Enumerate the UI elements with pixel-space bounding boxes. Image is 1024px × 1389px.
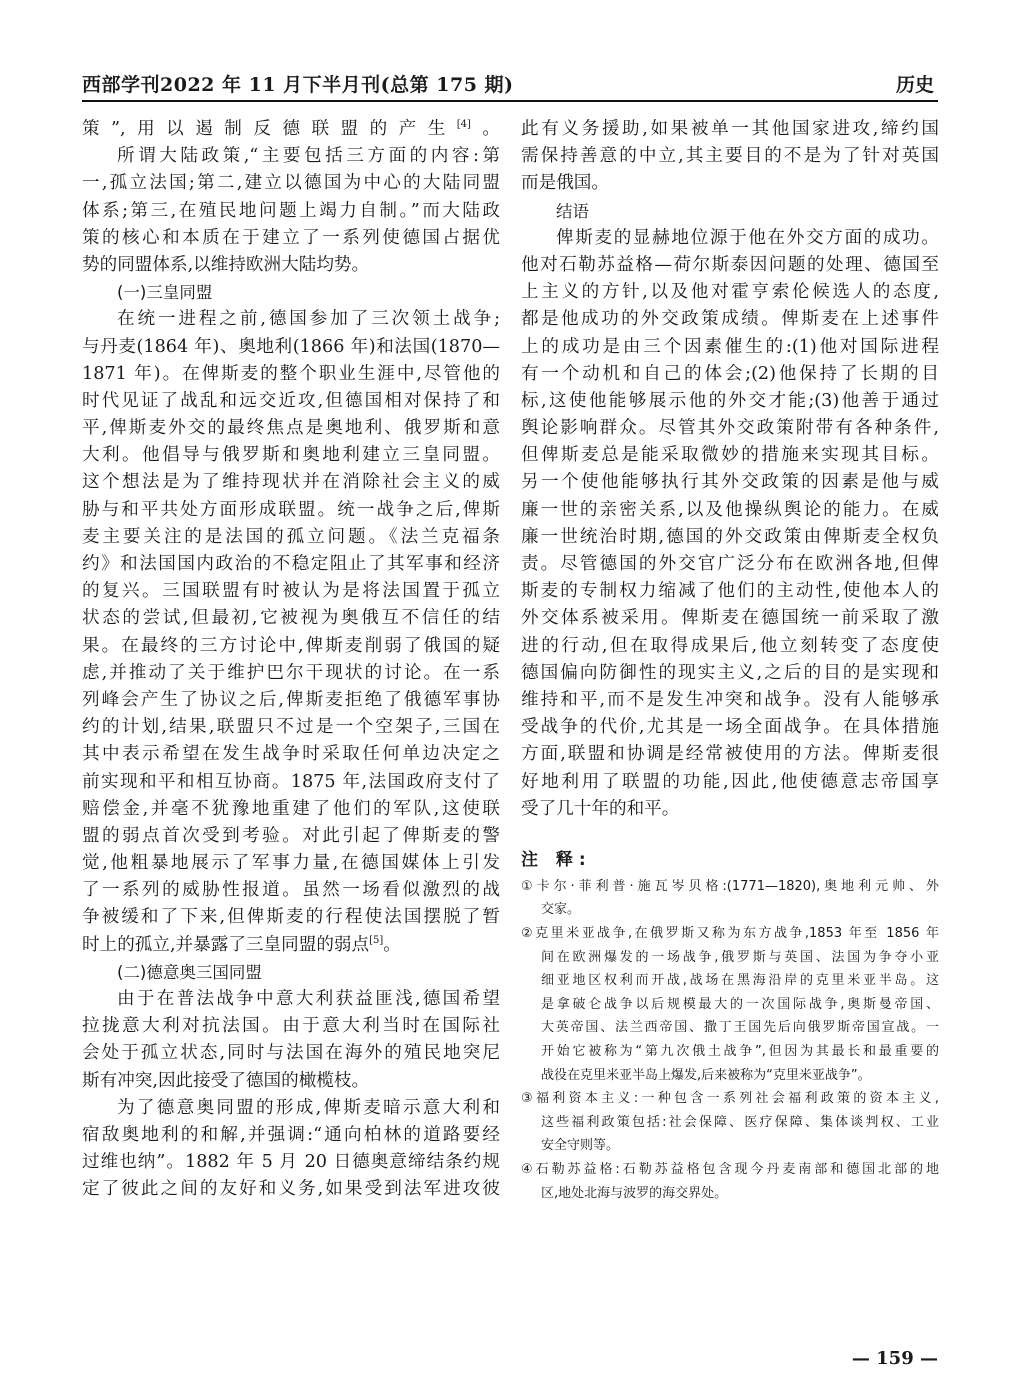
text-line: 时上的孤立,并暴露了三皇同盟的弱点[5]。 <box>82 934 401 955</box>
text-line: 一,孤立法国;第二,建立以德国为中心的大陆同盟 <box>82 173 500 194</box>
text-line: 策的核心和本质在于建立了一系列使德国占据优 <box>82 227 500 248</box>
text-line: 了一系列的威胁性报道。虽然一场看似激烈的战 <box>82 880 500 901</box>
footnote-line: 安全守则等。 <box>541 1138 620 1154</box>
text-line: 此有义务援助,如果被单一其他国家进攻,缔约国 <box>521 119 939 139</box>
text-line: 时代见证了战乱和远交近攻,但德国相对保持了和 <box>82 390 500 411</box>
text-line: 舆论影响群众。尽管其外交政策附带有各种条件, <box>521 418 939 439</box>
text-line: 在统一进程之前,德国参加了三次领土战争; <box>117 309 500 330</box>
text-line: 前实现和平和相互协商。1875 年,法国政府支付了 <box>82 771 500 792</box>
text-line: 俾斯麦的显赫地位源于他在外交方面的成功。 <box>556 227 939 248</box>
text-line: 状态的尝试,但最初,它被视为奥俄互不信任的结 <box>82 608 500 629</box>
text-line: 胁与和平共处方面形成联盟。统一战争之后,俾斯 <box>82 499 500 520</box>
text-line: 所谓大陆政策,“主要包括三方面的内容:第 <box>117 146 500 167</box>
footnote-line: 这些福利政策包括:社会保障、医疗保障、集体谈判权、工业 <box>541 1114 939 1130</box>
journal-title <box>82 70 514 97</box>
issue-info: 2022 年 11 月下半月刊(总第 175 期) <box>160 74 514 96</box>
section-name: 历史 <box>895 74 934 96</box>
left-column <box>82 116 500 1204</box>
text-line: 果。在最终的三方讨论中,俾斯麦削弱了俄国的疑 <box>82 635 500 656</box>
text-line: 约》和法国国内政治的不稳定阻止了其军事和经济 <box>82 554 500 574</box>
text-line: 这个想法是为了维持现状并在消除社会主义的威 <box>82 472 500 493</box>
text-line: 列峰会产生了协议之后,俾斯麦拒绝了俄德军事协 <box>82 689 500 710</box>
page-number: — 159 — <box>851 1348 938 1369</box>
footnote-line: 细亚地区权利而开战,战场在黑海沿岸的克里米亚半岛。这 <box>541 973 939 989</box>
text-line: 会处于孤立状态,同时与法国在海外的殖民地突尼 <box>82 1043 500 1064</box>
text-line: 虑,并推动了关于维护巴尔干现状的讨论。在一系 <box>82 662 500 683</box>
notes-title: 注 释: <box>521 849 592 870</box>
text-line: 都是他成功的外交政策成绩。俾斯麦在上述事件 <box>521 309 939 330</box>
text-line: 斯有冲突,因此接受了德国的橄榄枝。 <box>82 1070 370 1091</box>
right-column <box>521 116 939 1205</box>
citation-marker: [5] <box>369 934 384 946</box>
text-line: 势的同盟体系,以维持欧洲大陆均势。 <box>82 254 370 275</box>
footnote-line: ①卡尔·菲利普·施瓦岑贝格:(1771—1820),奥地利元帅、外 <box>521 878 939 894</box>
text-line: 需保持善意的中立,其主要目的不是为了针对英国 <box>521 146 939 167</box>
text-line: 为了德意奥同盟的形成,俾斯麦暗示意大利和 <box>117 1097 500 1118</box>
text-line: 1871 年)。在俾斯麦的整个职业生涯中,尽管他的 <box>82 363 500 384</box>
text-line: 大利。他倡导与俄罗斯和奥地利建立三皇同盟。 <box>82 445 500 466</box>
text-line: 麦主要关注的是法国的孤立问题。《法兰克福条 <box>82 526 500 547</box>
text-line: 受了几十年的和平。 <box>521 798 680 819</box>
footnote-3 <box>521 1087 939 1158</box>
text-line: 定了彼此之间的友好和义务,如果受到法军进攻彼 <box>82 1179 500 1200</box>
text-line: 的复兴。三国联盟有时被认为是将法国置于孤立 <box>82 581 500 602</box>
section-heading: (二)德意奥三国同盟 <box>117 962 262 982</box>
footnote-line: 开始它被称为“第九次俄土战争”,但因为其最长和最重要的 <box>541 1044 939 1060</box>
footnote-line: 交家。 <box>541 902 581 918</box>
text-line: 赔偿金,并毫不犹豫地重建了他们的军队,这使联 <box>82 798 500 819</box>
text-line: 约的计划,结果,联盟只不过是一个空架子,三国在 <box>82 717 500 738</box>
text-line: 廉一世统治时期,德国的外交政策由俾斯麦全权负 <box>521 526 939 547</box>
text-line: 方面,联盟和协调是经常被使用的方法。俾斯麦很 <box>521 744 939 765</box>
text-line: 其中表示希望在发生战争时采取任何单边决定之 <box>82 744 500 765</box>
citation-marker: [4] <box>456 119 471 131</box>
footnote-line: ④石勒苏益格:石勒苏益格包含现今丹麦南部和德国北部的地 <box>521 1162 939 1177</box>
text-line: 而是俄国。 <box>521 173 609 194</box>
footnote-line: 战役在克里米亚半岛上爆发,后来被称为“克里米亚战争”。 <box>541 1067 871 1083</box>
text-line: 由于在普法战争中意大利获益匪浅,德国希望 <box>117 989 500 1009</box>
text-line: 德国偏向防御性的现实主义,之后的目的是实现和 <box>521 662 939 683</box>
text-line: 外交体系被采用。俾斯麦在德国统一前采取了激 <box>521 608 939 629</box>
text-line: 但俾斯麦总是能采取微妙的措施来实现其目标。 <box>521 445 939 466</box>
text-line: 策”,用以遏制反德联盟的产生[4]。 <box>82 119 500 139</box>
section-heading: (一)三皇同盟 <box>117 283 213 303</box>
footnote-1 <box>521 875 939 922</box>
text-line: 盟的弱点首次受到考验。对此引起了俾斯麦的警 <box>82 825 500 846</box>
text-line: 另一个使他能够执行其外交政策的因素是他与威 <box>521 472 939 493</box>
footnote-line: 区,地处北海与波罗的海交界处。 <box>541 1185 728 1201</box>
text-line: 上主义的方针,以及他对霍亨索伦候选人的态度, <box>521 282 939 303</box>
text-line: 与丹麦(1864 年)、奥地利(1866 年)和法国(1870— <box>82 336 500 357</box>
footnote-4 <box>521 1158 939 1205</box>
footnote-line: ③福利资本主义:一种包含一系列社会福利政策的资本主义, <box>521 1091 939 1107</box>
footnote-line: ②克里米亚战争,在俄罗斯又称为东方战争,1853 年至 1856 年 <box>521 926 939 942</box>
journal-logo: 西部学刊 <box>82 74 161 96</box>
notes-section <box>521 845 939 1205</box>
text-line: 拉拢意大利对抗法国。由于意大利当时在国际社 <box>82 1016 500 1037</box>
text-line: 进的行动,但在取得成果后,他立刻转变了态度使 <box>521 635 939 656</box>
text-line: 维持和平,而不是发生冲突和战争。没有人能够承 <box>521 689 939 710</box>
text-line: 他对石勒苏益格—荷尔斯泰因问题的处理、德国至 <box>521 254 939 275</box>
header-rule <box>82 100 938 102</box>
footnote-line: 是拿破仑战争以后规模最大的一次国际战争,奥斯曼帝国、 <box>541 996 939 1012</box>
footnote-2 <box>521 922 939 1087</box>
text-line: 标,这使他能够展示他的外交才能;(3)他善于通过 <box>521 390 939 411</box>
footnote-line: 间在欧洲爆发的一场战争,俄罗斯与英国、法国为争夺小亚 <box>541 949 939 965</box>
text-line: 廉一世的亲密关系,以及他操纵舆论的能力。在威 <box>521 499 939 520</box>
text-line: 平,俾斯麦外交的最终焦点是奥地利、俄罗斯和意 <box>82 418 500 439</box>
text-line: 宿敌奥地利的和解,并强调:“通向柏林的道路要经 <box>82 1124 500 1145</box>
text-line: 过维也纳”。1882 年 5 月 20 日德奥意缔结条约规 <box>82 1152 500 1173</box>
section-heading: 结语 <box>556 201 589 221</box>
text-line: 责。尽管德国的外交官广泛分布在欧洲各地,但俾 <box>521 554 939 574</box>
text-line: 上的成功是由三个因素催生的:(1)他对国际进程 <box>521 336 939 357</box>
running-header <box>82 66 938 102</box>
text-line: 受战争的代价,尤其是一场全面战争。在具体措施 <box>521 717 939 738</box>
spacer <box>521 823 939 845</box>
text-line: 好地利用了联盟的功能,因此,他使德意志帝国享 <box>521 771 939 792</box>
text-line: 争被缓和了下来,但俾斯麦的行程使法国摆脱了暂 <box>82 907 500 928</box>
footnote-line: 大英帝国、法兰西帝国、撒丁王国先后向俄罗斯帝国宣战。一 <box>541 1020 939 1036</box>
text-line: 有一个动机和自己的体会;(2)他保持了长期的目 <box>521 363 939 384</box>
text-line: 觉,他粗暴地展示了军事力量,在德国媒体上引发 <box>82 853 500 874</box>
text-line: 体系;第三,在殖民地问题上竭力自制。”而大陆政 <box>82 200 500 221</box>
text-line: 斯麦的专制权力缩减了他们的主动性,使他本人的 <box>521 581 939 602</box>
